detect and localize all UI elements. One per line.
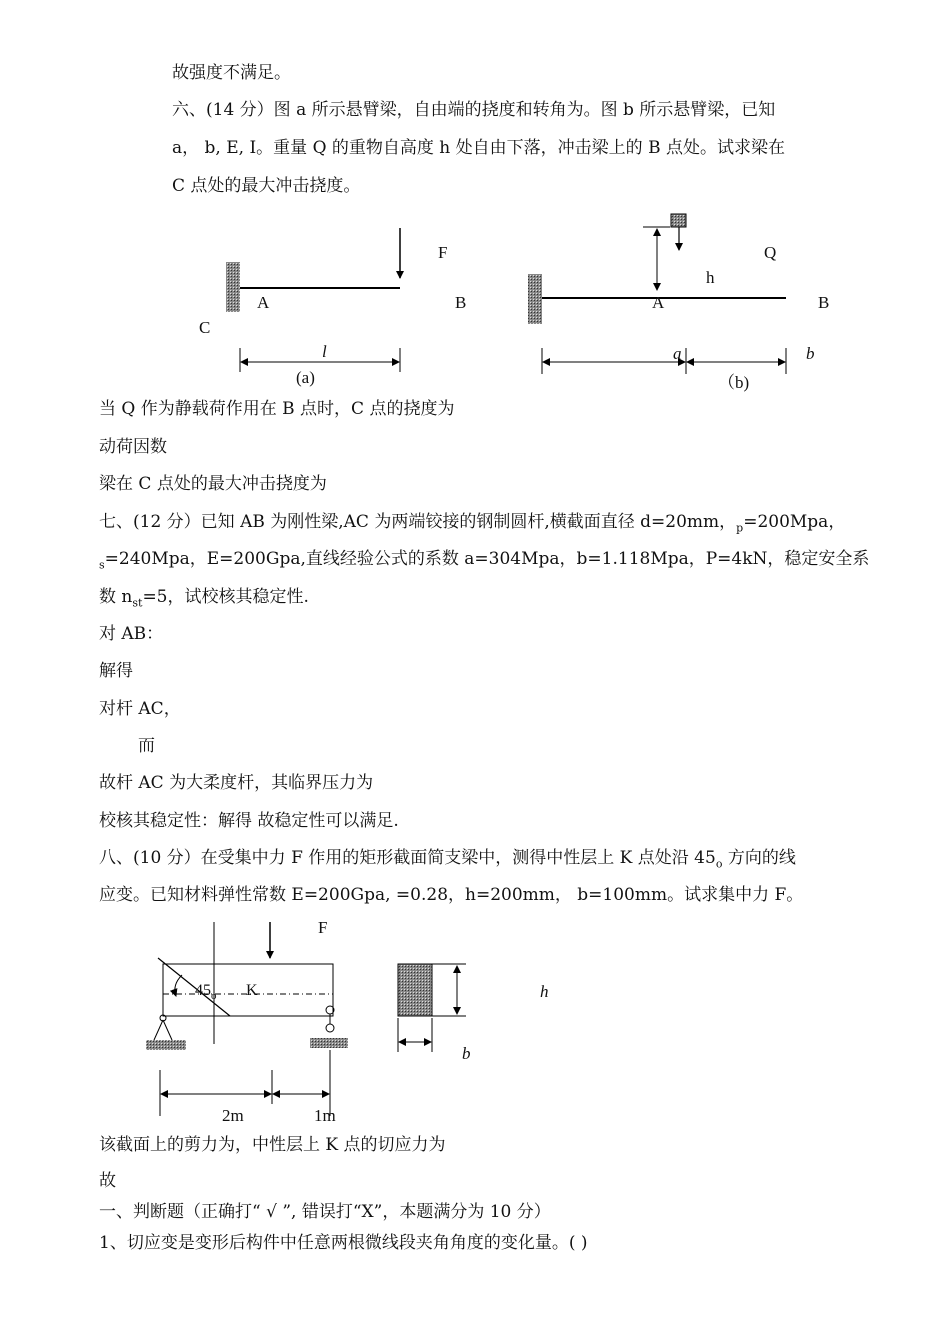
subscript: st xyxy=(132,596,143,610)
angle-degree: o xyxy=(211,990,217,1003)
roller-bottom xyxy=(326,1024,334,1032)
label-b-fig-b: B xyxy=(818,293,830,312)
text-line: 应变。已知材料弹性常数 E=200Gpa, =0.28，h=200mm， b=100mm。试求集中力 F。 xyxy=(99,885,804,905)
label-1m: 1m xyxy=(314,1106,336,1125)
support-leg xyxy=(154,1020,163,1040)
label-b-fig-a: B xyxy=(455,293,467,312)
label-k: K xyxy=(246,982,258,999)
label-h: h xyxy=(540,982,549,1001)
text-segment: 八、(10 分）在受集中力 F 作用的矩形截面简支梁中，测得中性层上 K 点处沿 45 xyxy=(99,848,716,868)
caption-b: （b) xyxy=(718,373,750,392)
label-a-dim: a xyxy=(673,344,682,363)
label-b-dim: b xyxy=(806,344,815,363)
text-segment: =5，试校核其稳定性. xyxy=(142,587,309,607)
text-line: 当 Q 作为静载荷作用在 B 点时，C 点的挠度为 xyxy=(99,399,455,419)
text-line: 动荷因数 xyxy=(99,437,167,457)
text-line: 对杆 AC， xyxy=(99,699,181,719)
text-line: 故 xyxy=(99,1171,116,1191)
problem-6-heading: 六、(14 分）图 a 所示悬臂梁，自由端的挠度和转角为。图 b 所示悬臂梁，已知 xyxy=(172,100,776,120)
label-q: Q xyxy=(764,243,777,262)
text-line: 梁在 C 点处的最大冲击挠度为 xyxy=(99,474,327,494)
label-c: C xyxy=(199,318,211,337)
question-1: 1、切应变是变形后构件中任意两根微线段夹角角度的变化量。( ) xyxy=(99,1233,588,1253)
cross-section xyxy=(398,964,432,1016)
strain-gauge-line xyxy=(158,958,230,1016)
label-f: F xyxy=(318,918,328,937)
subscript: o xyxy=(715,857,723,871)
label-angle xyxy=(195,982,217,1002)
text-line: 故杆 AC 为大柔度杆，其临界压力为 xyxy=(99,773,374,793)
subscript: p xyxy=(736,521,744,535)
section-heading: 一、判断题（正确打“ √ ”, 错误打“X”，本题满分为 10 分） xyxy=(99,1202,551,1222)
support-leg xyxy=(163,1020,172,1040)
label-b: b xyxy=(462,1044,471,1063)
ground-left xyxy=(146,1040,186,1050)
text-segment: =240Mpa，E=200Gpa,直线经验公式的系数 a=304Mpa，b=1.118Mpa，P=4kN，稳定安全系 xyxy=(104,549,870,569)
caption-a: (a) xyxy=(296,368,315,387)
label-f: F xyxy=(438,243,448,262)
angle-arc xyxy=(175,975,182,996)
ground-right xyxy=(310,1038,348,1048)
label-l: l xyxy=(322,342,327,361)
label-a-fig-b: A xyxy=(652,293,665,312)
text-line: a， b, E, I。重量 Q 的重物自高度 h 处自由下落，冲击梁上的 B 点处。试求梁在 xyxy=(172,138,785,158)
angle-value: 45 xyxy=(195,982,211,999)
text-segment: =200Mpa， xyxy=(743,512,846,532)
text-line: 该截面上的剪力为，中性层上 K 点的切应力为 xyxy=(99,1135,446,1155)
subscript: s xyxy=(99,558,105,572)
text-segment: 数 n xyxy=(99,587,133,607)
text-line: 校核其稳定性：解得 故稳定性可以满足. xyxy=(99,811,399,831)
text-line: 解得 xyxy=(99,661,133,681)
text-segment: 七、(12 分）已知 AB 为刚性梁,AC 为两端铰接的钢制圆杆,横截面直径 d=20mm， xyxy=(99,512,737,532)
text-line: 而 xyxy=(138,736,155,756)
text-line: C 点处的最大冲击挠度。 xyxy=(172,176,361,196)
label-2m: 2m xyxy=(222,1106,244,1125)
label-h: h xyxy=(706,268,715,287)
text-segment: 方向的线 xyxy=(722,848,796,868)
text-line: 对 AB： xyxy=(99,624,164,644)
label-a-fig-a: A xyxy=(257,293,270,312)
text-line: 故强度不满足。 xyxy=(172,63,291,83)
